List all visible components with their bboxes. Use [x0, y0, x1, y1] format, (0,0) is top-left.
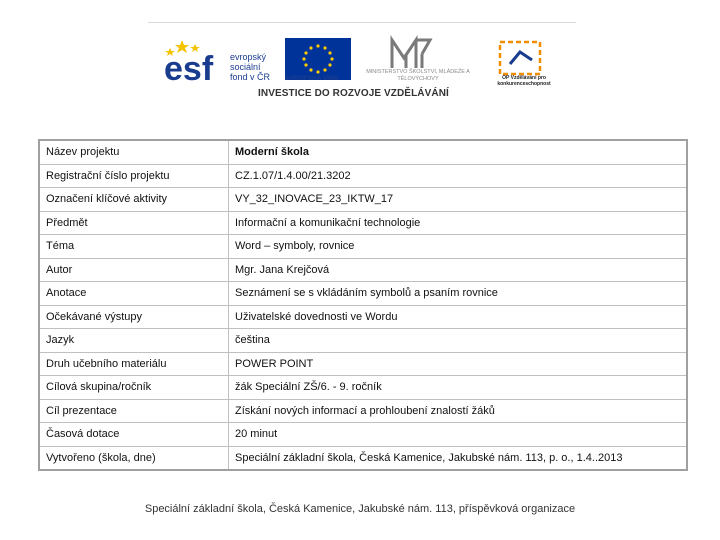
- row-value: 20 minut: [229, 423, 688, 447]
- table-row: [39, 258, 687, 282]
- esf-word: evropský: [230, 52, 267, 62]
- row-value: Informační a komunikační technologie: [229, 211, 688, 235]
- row-label: Druh učebního materiálu: [39, 352, 229, 376]
- msmt-logo-icon: [392, 40, 430, 68]
- table-row: [39, 423, 687, 447]
- table-row: [39, 164, 687, 188]
- esf-word: sociální: [230, 62, 261, 72]
- row-value: CZ.1.07/1.4.00/21.3202: [229, 164, 688, 188]
- row-label: Očekávané výstupy: [39, 305, 229, 329]
- banner-caption: INVESTICE DO ROZVOJE VZDĚLÁVÁNÍ: [258, 88, 449, 99]
- row-value: Word – symboly, rovnice: [229, 235, 688, 259]
- esf-logo: [164, 40, 214, 88]
- row-value: žák Speciální ZŠ/6. - 9. ročník: [229, 376, 688, 400]
- row-label: Název projektu: [39, 140, 229, 164]
- row-label: Předmět: [39, 211, 229, 235]
- row-label: Cíl prezentace: [39, 399, 229, 423]
- row-label: Označení klíčové aktivity: [39, 188, 229, 212]
- row-label: Jazyk: [39, 329, 229, 353]
- table-row: [39, 352, 687, 376]
- row-label: Cílová skupina/ročník: [39, 376, 229, 400]
- table-row: [39, 140, 687, 164]
- row-value: Uživatelské dovednosti ve Wordu: [229, 305, 688, 329]
- row-label: Téma: [39, 235, 229, 259]
- row-value: VY_32_INOVACE_23_IKTW_17: [229, 188, 688, 212]
- table-row: [39, 376, 687, 400]
- op-vzdelavani-logo-icon: [500, 42, 540, 74]
- project-info-table: [38, 139, 688, 471]
- row-value: Moderní škola: [229, 140, 688, 164]
- table-row: [39, 282, 687, 306]
- row-value: Speciální základní škola, Česká Kamenice, Jakubské nám. 113, p. o., 1.4..2013: [229, 446, 688, 470]
- row-label: Vytvořeno (škola, dne): [39, 446, 229, 470]
- esf-word: fond v ČR: [230, 72, 271, 82]
- table-row: [39, 329, 687, 353]
- table-row: [39, 446, 687, 470]
- eu-flag-icon: [285, 38, 351, 80]
- esf-logo-text: esf: [164, 50, 214, 88]
- eu-caption: EVROPSKÁ UNIE: [285, 75, 339, 82]
- row-value: čeština: [229, 329, 688, 353]
- row-label: Autor: [39, 258, 229, 282]
- table-row: [39, 305, 687, 329]
- table-row: [39, 399, 687, 423]
- op-caption: OP Vzdělávání pro konkurenceschopnost: [497, 75, 551, 87]
- table-row: [39, 211, 687, 235]
- row-label: Časová dotace: [39, 423, 229, 447]
- row-label: Anotace: [39, 282, 229, 306]
- msmt-caption: MINISTERSTVO ŠKOLSTVÍ, MLÁDEŽE A TĚLOVÝCHOVY: [366, 69, 470, 82]
- row-label: Registrační číslo projektu: [39, 164, 229, 188]
- table-row: [39, 235, 687, 259]
- row-value: Mgr. Jana Krejčová: [229, 258, 688, 282]
- top-divider: [148, 22, 576, 23]
- row-value: Získání nových informací a prohloubení znalostí žáků: [229, 399, 688, 423]
- footer-text: Speciální základní škola, Česká Kamenice, Jakubské nám. 113, příspěvková organizace: [144, 503, 576, 515]
- row-value: Seznámení se s vkládáním symbolů a psaním rovnice: [229, 282, 688, 306]
- table-row: [39, 188, 687, 212]
- esf-words: [230, 52, 270, 82]
- row-value: POWER POINT: [229, 352, 688, 376]
